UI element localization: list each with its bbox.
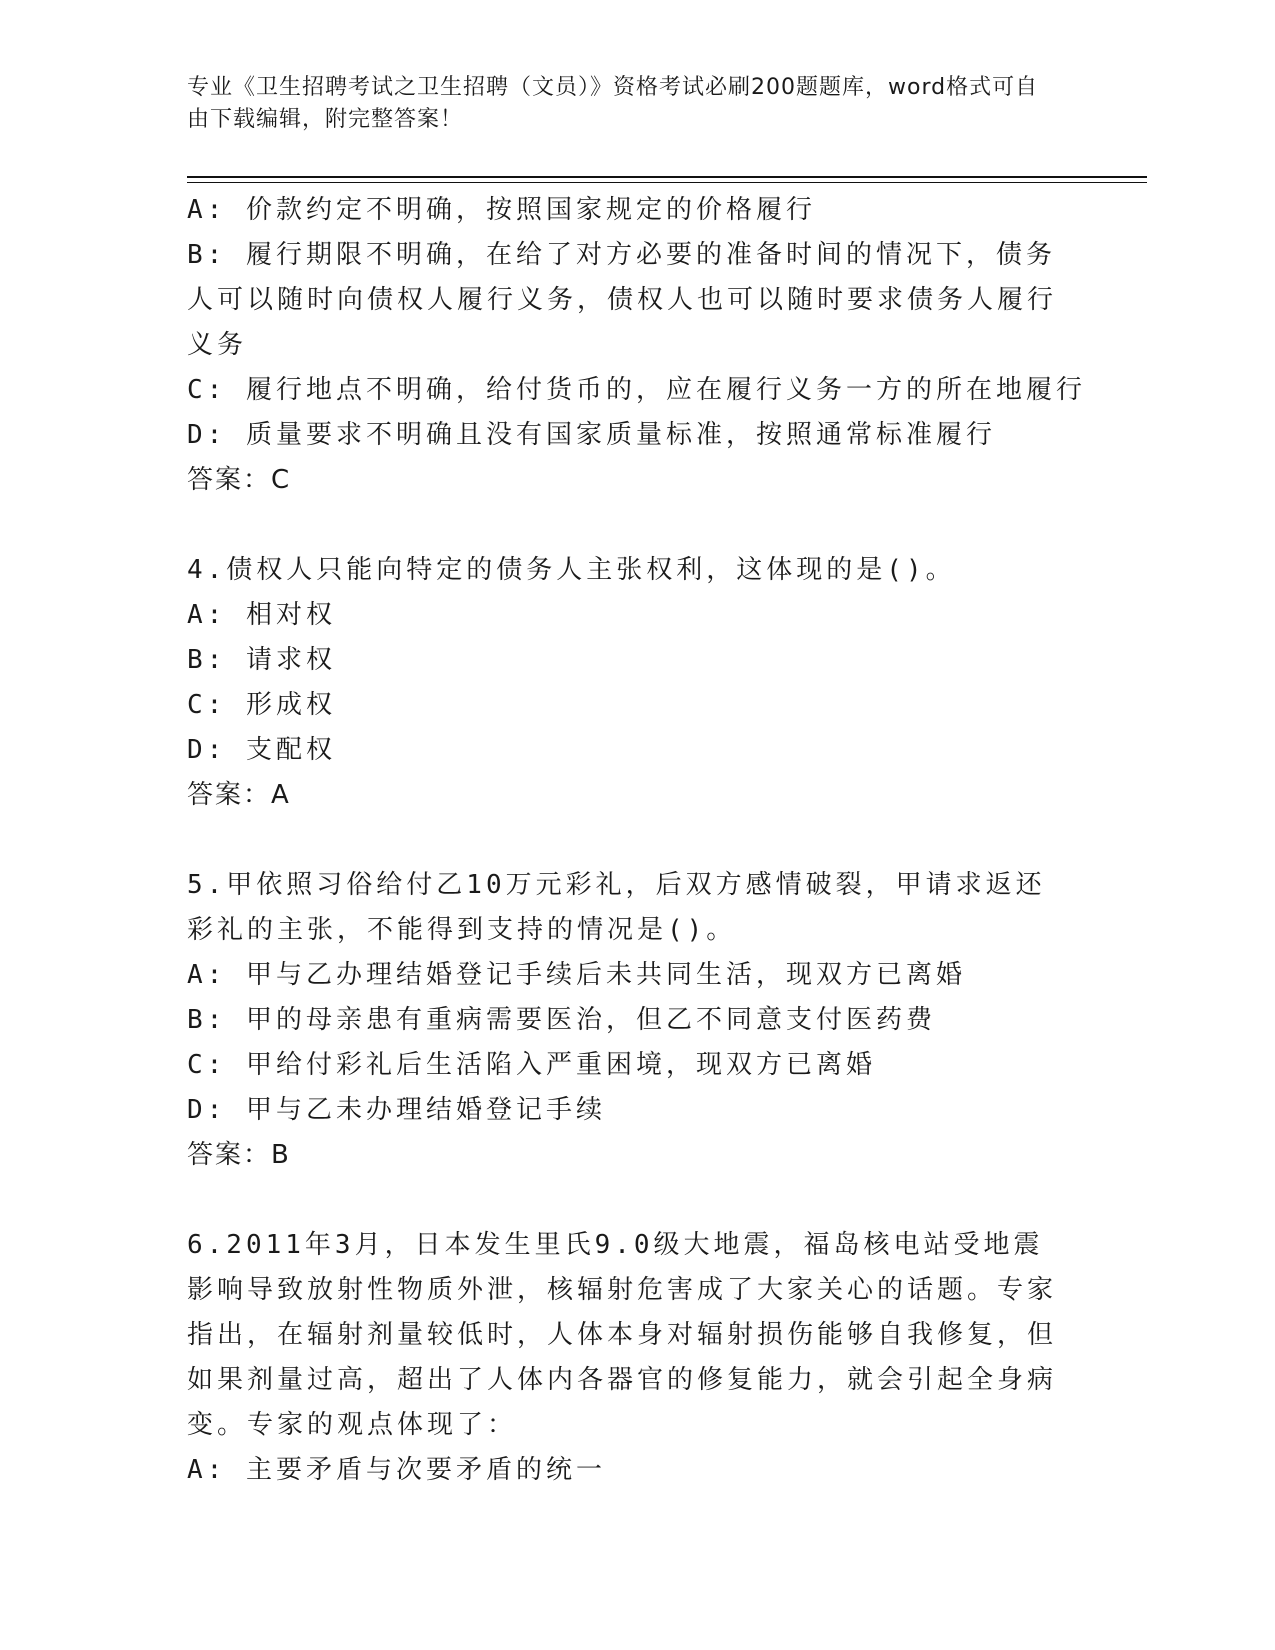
option-b: B: 请求权 [187,645,336,675]
option-d: D: 支配权 [187,735,336,765]
option-a: A: 相对权 [187,600,336,630]
option-a: A: 甲与乙办理结婚登记手续后未共同生活，现双方已离婚 [187,960,966,990]
question-text: 6.2011年3月，日本发生里氏9.0级大地震，福岛核电站受地震影响导致放射性物质外泄，核辐射危害成了大家关心的话题。专家指出，在辐射剂量较低时，人体本身对辐射损伤能够自我修复，但如果剂量过高，超出了人体内各器官的修复能力，就会引起全身病变。专家的观点体现了： [187,1230,1058,1440]
question-text: 5.甲依照习俗给付乙10万元彩礼，后双方感情破裂，甲请求返还彩礼的主张，不能得到支持的情况是()。 [187,870,1046,945]
question-6-block [187,1223,1087,1493]
question-3-block [187,188,1087,503]
option-a: A: 价款约定不明确，按照国家规定的价格履行 [187,195,816,225]
option-a: A: 主要矛盾与次要矛盾的统一 [187,1455,606,1485]
question-content [187,188,1087,1493]
question-5-block [187,863,1087,1178]
answer-label: 答案：B [187,1140,291,1170]
answer-label: 答案：A [187,780,291,810]
option-b: B: 甲的母亲患有重病需要医治，但乙不同意支付医药费 [187,1005,936,1035]
option-d: D: 甲与乙未办理结婚登记手续 [187,1095,606,1125]
option-c: C: 甲给付彩礼后生活陷入严重困境，现双方已离婚 [187,1050,876,1080]
option-c: C: 形成权 [187,690,336,720]
header-divider-thin [187,182,1147,183]
header-divider-thick [187,176,1147,178]
header-title: 专业《卫生招聘考试之卫生招聘（文员）》资格考试必刷200题题库，word格式可自由下载编辑，附完整答案！ [187,75,1039,132]
option-c: C: 履行地点不明确，给付货币的，应在履行义务一方的所在地履行 [187,375,1086,405]
option-d: D: 质量要求不明确且没有国家质量标准，按照通常标准履行 [187,420,996,450]
option-b: B: 履行期限不明确，在给了对方必要的准备时间的情况下，债务人可以随时向债权人履行义务，债权人也可以随时要求债务人履行义务 [187,240,1058,360]
document-header [187,72,1057,136]
answer-label: 答案：C [187,465,292,495]
question-text: 4.债权人只能向特定的债务人主张权利，这体现的是()。 [187,555,956,585]
question-4-block [187,548,1087,818]
